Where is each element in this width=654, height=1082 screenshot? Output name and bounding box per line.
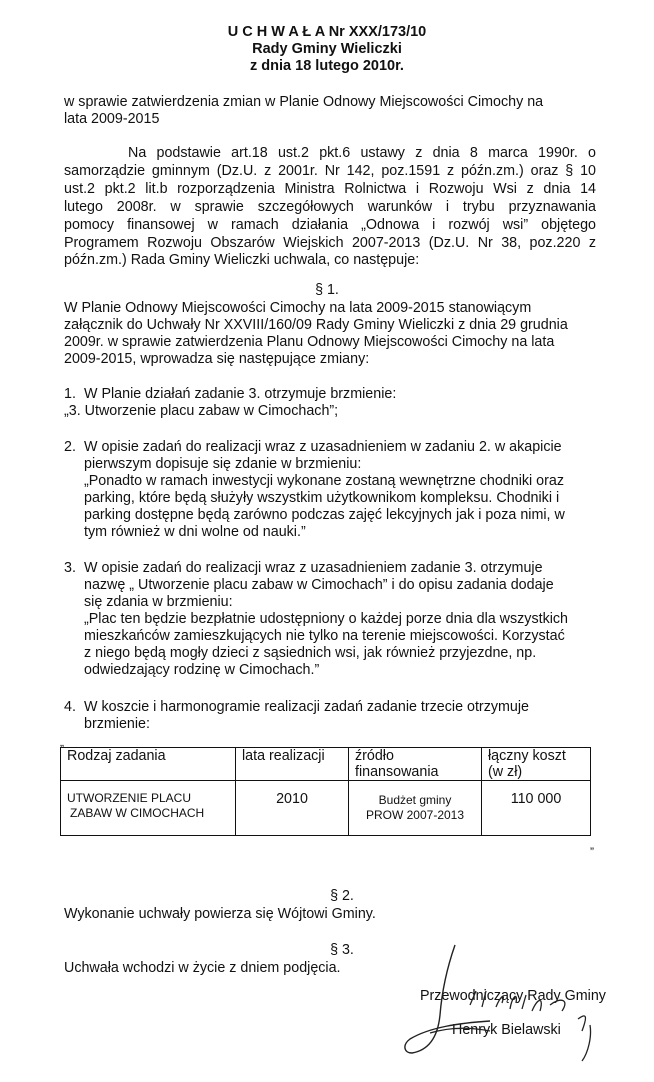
header-years: lata realizacji (236, 748, 349, 781)
preamble-line: Programem Rozwoju Obszarów Wiejskich 2007-2013 (Dz.U. Nr 38, poz.220 z (64, 235, 596, 251)
handwritten-signature (400, 935, 620, 1065)
item-4-line: brzmienie: (84, 716, 150, 732)
cell-years: 2010 (236, 781, 349, 836)
section-3-text: Uchwała wchodzi w życie z dniem podjęcia. (64, 960, 341, 976)
item-2-quote: parking, które będą służyły wszystkim użytkownikom kompleksu. Chodniki i (84, 490, 560, 506)
preamble-line: ust.2 pkt.2 lit.b rozporządzenia Ministra Rolnictwa i Rozwoju Wsi z dnia 14 (64, 181, 596, 197)
item-2-quote: „Ponadto w ramach inwestycji wykonane zostaną wewnętrzne chodniki oraz (84, 473, 564, 489)
item-2-quote: parking dostępne będą zarówno podczas zajęć lekcyjnych jak i poza nimi, w (84, 507, 565, 523)
header-source: źródło finansowania (349, 748, 482, 781)
item-4-number: 4. (64, 699, 76, 715)
preamble-line: późn.zm.) Rada Gminy Wieliczki uchwala, co następuje: (64, 252, 420, 268)
section-1-line: 2009r. w sprawie zatwierdzenia Planu Odnowy Miejscowości Cimochy na lata (64, 334, 555, 350)
preamble-line: pomocy finansowej w ramach działania „Odnowa i rozwój wsi” objętego (64, 217, 596, 233)
table-open-quote: „ (60, 735, 64, 749)
item-3-line: W opisie zadań do realizacji wraz z uzasadnieniem zadanie 3. otrzymuje (84, 560, 543, 576)
item-3-quote: z niego będą mogły dzieci z sąsiednich wsi, jak również przyjezdne, np. (84, 645, 537, 661)
preamble-line: samorządzie gminnym (Dz.U. z 2001r. Nr 142, poz.1591 z późn.zm.) oraz § 10 (64, 163, 596, 179)
table-header-row (61, 748, 591, 781)
item-2-quote: tym również w dni wolne od nauki.” (84, 524, 306, 540)
header-cost: łączny koszt (w zł) (482, 748, 591, 781)
signatory-name: Henryk Bielawski (452, 1022, 561, 1038)
item-2-number: 2. (64, 439, 76, 455)
signatory-role: Przewodniczący Rady Gminy (420, 988, 606, 1004)
item-2-line: pierwszym dopisuje się zdanie w brzmieniu: (84, 456, 362, 472)
preamble-line: lutego 2008r. w sprawie szczegółowych warunków i trybu przyznawania (64, 199, 596, 215)
item-3-quote: „Plac ten będzie bezpłatnie udostępniony o każdej porze dnia dla wszystkich (84, 611, 568, 627)
cell-cost: 110 000 (482, 781, 591, 836)
section-1-line: załącznik do Uchwały Nr XXVIII/160/09 Rady Gminy Wieliczki z dnia 29 grudnia (64, 317, 568, 333)
item-4-line: W koszcie i harmonogramie realizacji zadań zadanie trzecie otrzymuje (84, 699, 529, 715)
item-1-number: 1. (64, 386, 76, 402)
item-2-line: W opisie zadań do realizacji wraz z uzasadnieniem w zadaniu 2. w akapicie (84, 439, 562, 455)
item-3-quote: mieszkańców zamieszkujących nie tylko na terenie miejscowości. Korzystać (84, 628, 565, 644)
section-2-text: Wykonanie uchwały powierza się Wójtowi Gminy. (64, 906, 376, 922)
item-3-line: nazwę „ Utworzenie placu zabaw w Cimochach” i do opisu zadania dodaje (84, 577, 554, 593)
section-1-mark: § 1. (315, 282, 339, 298)
issuing-body: Rady Gminy Wieliczki (252, 41, 402, 57)
item-3-number: 3. (64, 560, 76, 576)
subject-line-2: lata 2009-2015 (64, 111, 160, 127)
cost-schedule-table (60, 747, 591, 836)
section-1-line: W Planie Odnowy Miejscowości Cimochy na lata 2009-2015 stanowiącym (64, 300, 532, 316)
item-1-line: W Planie działań zadanie 3. otrzymuje brzmienie: (84, 386, 397, 402)
document-date: z dnia 18 lutego 2010r. (250, 58, 404, 74)
document-title: U C H W A Ł A Nr XXX/173/10 (227, 24, 427, 40)
table-close-quote: ” (590, 845, 594, 859)
table-row (61, 781, 591, 836)
cell-source (349, 781, 482, 836)
section-3-mark: § 3. (330, 942, 354, 958)
cell-source-line: PROW 2007-2013 (365, 808, 465, 822)
cell-task-line: ZABAW W CIMOCHACH (70, 806, 205, 820)
item-3-line: się zdania w brzmieniu: (84, 594, 233, 610)
preamble-line: Na podstawie art.18 ust.2 pkt.6 ustawy z dnia 8 marca 1990r. o (128, 145, 596, 161)
section-1-line: 2009-2015, wprowadza się następujące zmiany: (64, 351, 370, 367)
header-task: Rodzaj zadania (61, 748, 236, 781)
cell-task (61, 781, 236, 836)
item-3-quote: odwiedzający rodzinę w Cimochach.” (84, 662, 320, 678)
section-2-mark: § 2. (330, 888, 354, 904)
subject-line-1: w sprawie zatwierdzenia zmian w Planie Odnowy Miejscowości Cimochy na (64, 94, 544, 110)
cell-source-line: Budżet gminy (378, 793, 452, 807)
cell-task-line: UTWORZENIE PLACU (67, 791, 192, 805)
item-1-quote: „3. Utworzenie placu zabaw w Cimochach”; (64, 403, 339, 419)
